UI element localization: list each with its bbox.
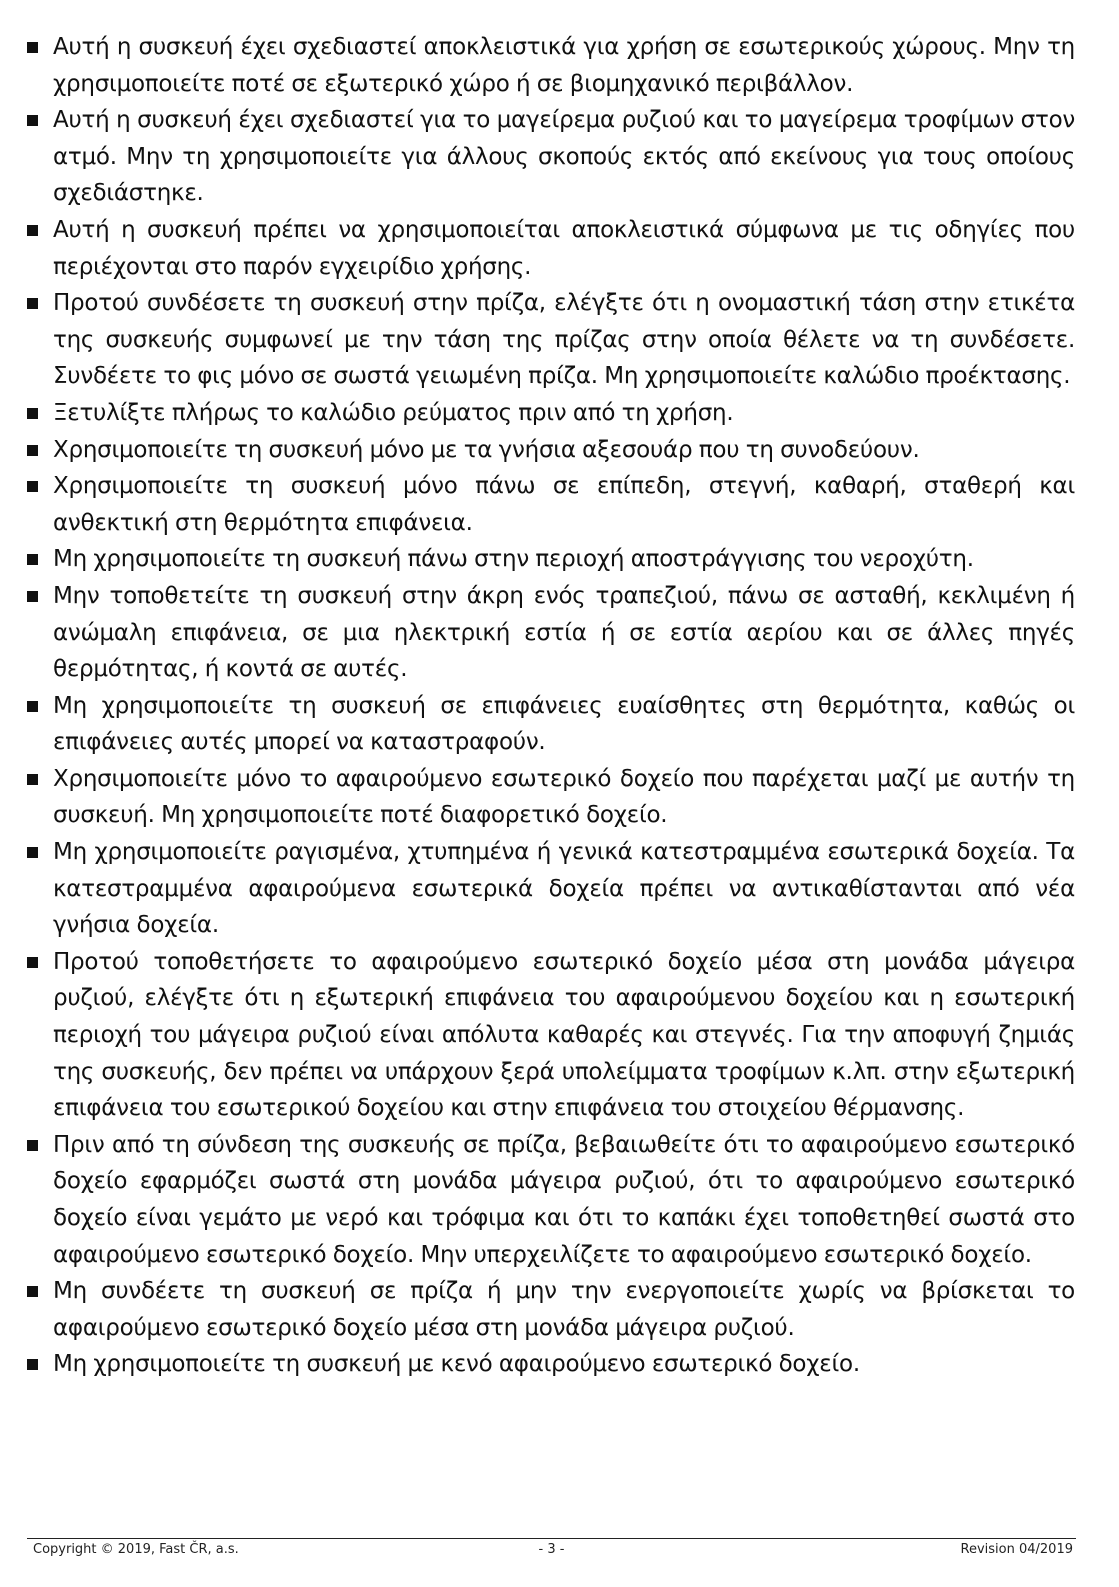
list-item-text: Προτού τοποθετήσετε το αφαιρούμενο εσωτερικό δοχείο μέσα στη μονάδα μάγειρα ρυζιού, ελέγξτε ότι η εξωτερική επιφάνεια του αφαιρούμενου δοχείου και η εσωτερική περιοχή του μάγειρα ρυζιού είναι απόλυτα καθαρές και στεγνές. Για την αποφυγή ζημιάς της συσκευής, δεν πρέπει να υπάρχουν ξερά υπολείμματα τροφίμων κ.λπ. στην εξωτερική επιφάνεια του εσωτερικού δοχείου και στην επιφάνεια του στοιχείου θέρμανσης.	[53, 948, 1075, 1122]
list-item	[0, 761, 1075, 834]
list-item	[0, 578, 1075, 688]
list-item	[0, 944, 1075, 1127]
list-item-text: Μη χρησιμοποιείτε τη συσκευή σε επιφάνειες ευαίσθητες στη θερμότητα, καθώς οι επιφάνειες αυτές μπορεί να καταστραφούν.	[53, 692, 1075, 756]
square-bullet-icon	[27, 1359, 38, 1370]
square-bullet-icon	[27, 774, 38, 785]
square-bullet-icon	[27, 408, 38, 419]
list-item-text: Αυτή η συσκευή έχει σχεδιαστεί για το μαγείρεμα ρυζιού και το μαγείρεμα τροφίμων στον ατμό. Μην τη χρησιμοποιείτε για άλλους σκοπούς εκτός από εκείνους για τους οποίους σχεδιάστηκε.	[53, 107, 1075, 207]
square-bullet-icon	[27, 554, 38, 565]
list-item	[0, 395, 1075, 432]
list-item-text: Αυτή η συσκευή πρέπει να χρησιμοποιείται αποκλειστικά σύμφωνα με τις οδηγίες που περιέχονται στο παρόν εγχειρίδιο χρήσης.	[53, 216, 1075, 280]
page-footer	[27, 1542, 1076, 1562]
square-bullet-icon	[27, 1286, 38, 1297]
square-bullet-icon	[27, 225, 38, 236]
square-bullet-icon	[27, 42, 38, 53]
list-item-text: Μην τοποθετείτε τη συσκευή στην άκρη ενός τραπεζιού, πάνω σε ασταθή, κεκλιμένη ή ανώμαλη επιφάνεια, σε μια ηλεκτρική εστία ή σε εστία αερίου και σε άλλες πηγές θερμότητας, ή κοντά σε αυτές.	[53, 582, 1075, 683]
list-item	[0, 541, 1075, 578]
footer-divider	[27, 1538, 1076, 1539]
square-bullet-icon	[27, 445, 38, 456]
list-item-text: Μη συνδέετε τη συσκευή σε πρίζα ή μην την ενεργοποιείτε χωρίς να βρίσκεται το αφαιρούμενο εσωτερικό δοχείο μέσα στη μονάδα μάγειρα ρυζιού.	[53, 1278, 1075, 1341]
list-item	[0, 1346, 1075, 1383]
footer-copyright: Copyright © 2019, Fast ČR, a.s.	[33, 1542, 239, 1557]
list-item	[0, 1273, 1075, 1346]
square-bullet-icon	[27, 701, 38, 712]
list-item	[0, 285, 1075, 395]
square-bullet-icon	[27, 115, 38, 126]
list-item	[0, 1127, 1075, 1273]
square-bullet-icon	[27, 847, 38, 858]
list-item-text: Χρησιμοποιείτε τη συσκευή μόνο με τα γνήσια αξεσουάρ που τη συνοδεύουν.	[53, 436, 920, 463]
list-item-text: Μη χρησιμοποιείτε ραγισμένα, χτυπημένα ή γενικά κατεστραμμένα εσωτερικά δοχεία. Τα κατεστραμμένα αφαιρούμενα εσωτερικά δοχεία πρέπει να αντικαθίστανται από νέα γνήσια δοχεία.	[53, 839, 1075, 939]
square-bullet-icon	[27, 957, 38, 968]
square-bullet-icon	[27, 591, 38, 602]
list-item	[0, 688, 1075, 761]
list-item-text: Αυτή η συσκευή έχει σχεδιαστεί αποκλειστικά για χρήση σε εσωτερικούς χώρους. Μην τη χρησιμοποιείτε ποτέ σε εξωτερικό χώρο ή σε βιομηχανικό περιβάλλον.	[53, 34, 1075, 97]
list-item	[0, 834, 1075, 944]
safety-instructions-list	[0, 29, 1119, 1383]
list-item-text: Ξετυλίξτε πλήρως το καλώδιο ρεύματος πριν από τη χρήση.	[53, 399, 734, 426]
list-item-text: Προτού συνδέσετε τη συσκευή στην πρίζα, ελέγξτε ότι η ονομαστική τάση στην ετικέτα της συσκευής συμφωνεί με την τάση της πρίζας στην οποία θέλετε να τη συνδέσετε. Συνδέετε το φις μόνο σε σωστά γειωμένη πρίζα. Μη χρησιμοποιείτε καλώδιο προέκτασης.	[53, 290, 1075, 390]
list-item-text: Χρησιμοποιείτε μόνο το αφαιρούμενο εσωτερικό δοχείο που παρέχεται μαζί με αυτήν τη συσκευή. Μη χρησιμοποιείτε ποτέ διαφορετικό δοχείο.	[53, 765, 1075, 829]
list-item-text: Μη χρησιμοποιείτε τη συσκευή πάνω στην περιοχή αποστράγγισης του νεροχύτη.	[53, 546, 974, 573]
list-item-text: Χρησιμοποιείτε τη συσκευή μόνο πάνω σε επίπεδη, στεγνή, καθαρή, σταθερή και ανθεκτική στη θερμότητα επιφάνεια.	[53, 473, 1075, 536]
list-item	[0, 432, 1075, 469]
square-bullet-icon	[27, 1140, 38, 1151]
list-item-text: Πριν από τη σύνδεση της συσκευής σε πρίζα, βεβαιωθείτε ότι το αφαιρούμενο εσωτερικό δοχείο εφαρμόζει σωστά στη μονάδα μάγειρα ρυζιού, ότι το αφαιρούμενο εσωτερικό δοχείο είναι γεμάτο με νερό και τρόφιμα και ότι το καπάκι έχει τοποθετηθεί σωστά στο αφαιρούμενο εσωτερικό δοχείο. Μην υπερχειλίζετε το αφαιρούμενο εσωτερικό δοχείο.	[53, 1131, 1075, 1268]
square-bullet-icon	[27, 481, 38, 492]
document-body	[0, 29, 1119, 1383]
list-item	[0, 212, 1075, 285]
square-bullet-icon	[27, 298, 38, 309]
footer-page-number: - 3 -	[538, 1542, 565, 1557]
footer-revision: Revision 04/2019	[960, 1542, 1073, 1557]
list-item-text: Μη χρησιμοποιείτε τη συσκευή με κενό αφαιρούμενο εσωτερικό δοχείο.	[53, 1351, 860, 1378]
list-item	[0, 29, 1075, 102]
list-item	[0, 102, 1075, 212]
list-item	[0, 468, 1075, 541]
